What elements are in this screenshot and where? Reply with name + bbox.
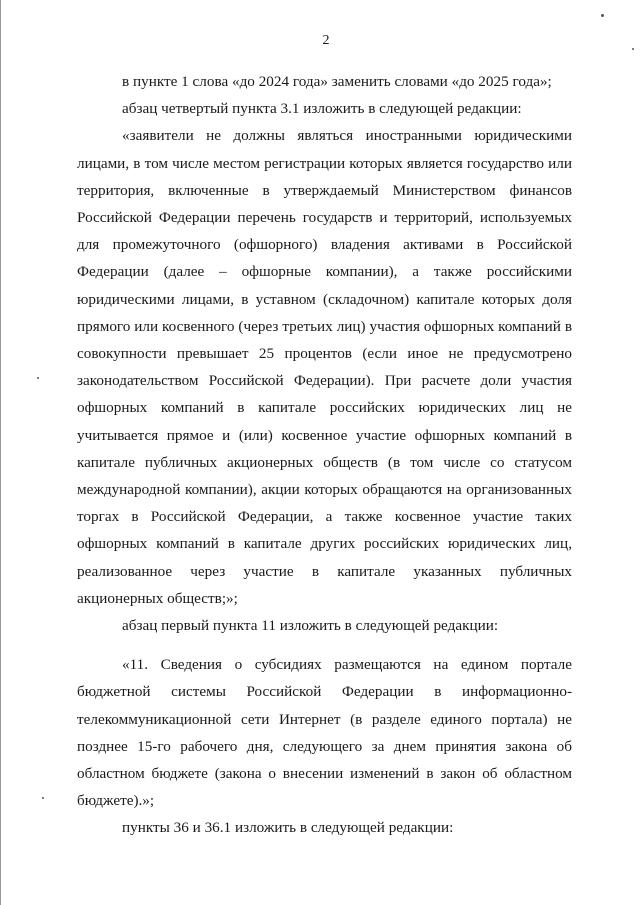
scan-speck — [632, 48, 634, 50]
paragraph-point-11-text: «11. Сведения о субсидиях размещаются на едином портале бюджетной системы Российской Федерации в информационно-телекоммуникационной сети Интернет (в разделе единого портала) не позднее 15-го рабочего дня, следующего за днем принятия закона об областном бюджете (закона о внесении изменений в закон об областном бюджете).»; — [77, 656, 572, 810]
scan-speck — [37, 377, 39, 379]
paragraph-applicant-requirements: «заявители не должны являться иностранными юридическими лицами, в том числе местом регистрации которых является государство или территория, включенные в утверждаемый Министерством финансов Российской Федерации перечень государств и территорий, используемых для промежуточного (офшорного) владения активами в Российской Федерации (далее – офшорные компании), а также российскими юридическими лицами, в уставном (складочном) капитале которых доля прямого или косвенного (через третьих лиц) участия офшорных компаний в совокупности превышает 25 процентов (если иное не предусмотрено законодательством Российской Федерации). При расчете доли участия офшорных компаний в капитале российских юридических лиц не учитывается прямое и (или) косвенное участие офшорных компаний в капитале публичных акционерных обществ (в том числе со статусом международной компании), акции которых обращаются на организованных торгах в Российской Федерации, а также косвенное участие таких офшорных компаний в капитале других российских юридических лиц, реализованное через участие в капитале указанных публичных акционерных обществ;»; — [77, 127, 572, 607]
page-number: 2 — [322, 33, 330, 48]
paragraph-intro-point-3-1: абзац четвертый пункта 3.1 изложить в следующей редакции: — [122, 100, 522, 118]
scan-speck — [601, 14, 604, 17]
scan-speck — [42, 797, 44, 799]
paragraph-intro-points-36: пункты 36 и 36.1 изложить в следующей редакции: — [122, 819, 454, 837]
paragraph-intro-point-11: абзац первый пункта 11 изложить в следующей редакции: — [122, 617, 499, 635]
paragraph-amend-point-1: в пункте 1 слова «до 2024 года» заменить словами «до 2025 года»; — [122, 73, 552, 90]
scan-edge-line — [0, 0, 1, 905]
document-body — [77, 68, 572, 842]
